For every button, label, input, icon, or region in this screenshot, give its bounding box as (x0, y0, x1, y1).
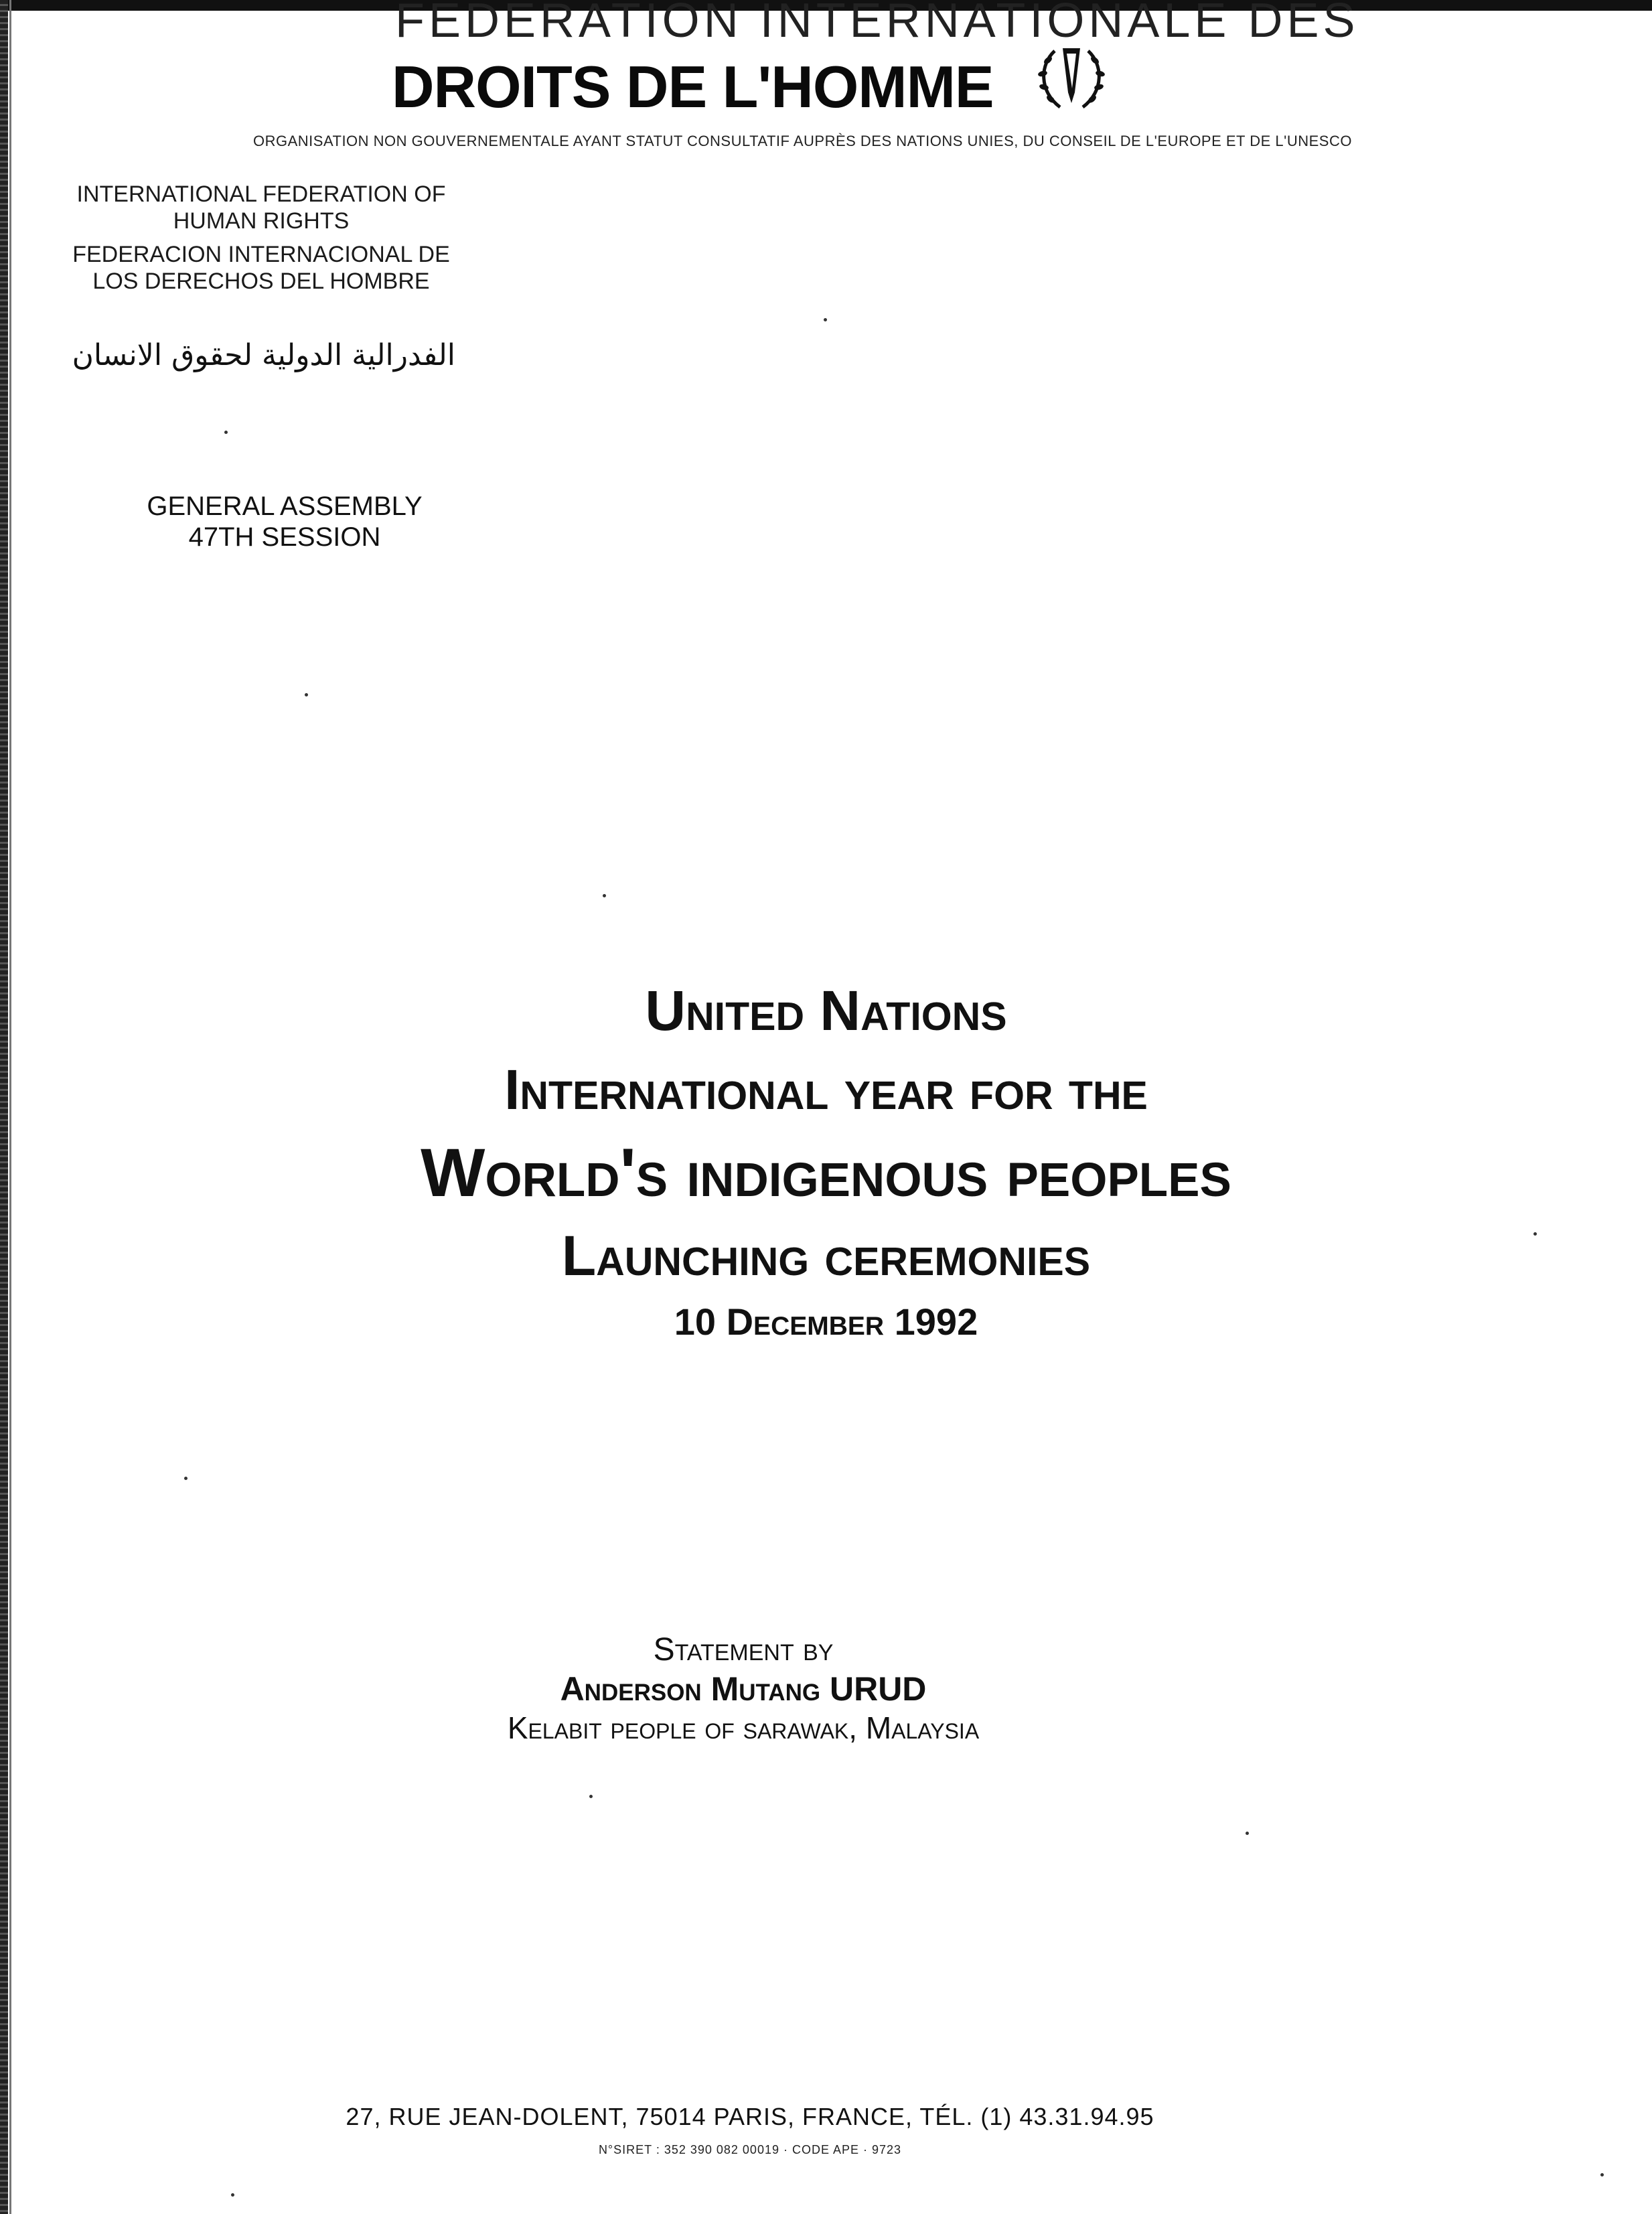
org-name-en-line1: INTERNATIONAL FEDERATION OF (76, 181, 446, 207)
title-line3: World's indigenous peoples (421, 1134, 1231, 1211)
scan-speck (305, 693, 308, 696)
org-alt-names (67, 181, 455, 295)
org-name-es-line2: LOS DERECHOS DEL HOMBRE (92, 269, 430, 294)
session-block (121, 491, 449, 552)
org-name-line1: FEDERATION INTERNATIONALE DES (395, 0, 1359, 48)
statement-label: Statement by (653, 1632, 834, 1668)
scan-speck (231, 2193, 234, 2197)
title-line2: International year for the (504, 1058, 1148, 1121)
title-line4: Launching ceremonies (561, 1224, 1091, 1287)
scan-speck (224, 431, 228, 434)
scan-speck (824, 318, 827, 321)
title-date: 10 December 1992 (674, 1301, 978, 1343)
scan-speck (603, 894, 606, 897)
org-name-line2: DROITS DE L'HOMME (392, 54, 994, 120)
statement-author: Anderson Mutang URUD (560, 1670, 927, 1708)
footer-address: 27, RUE JEAN-DOLENT, 75014 PARIS, FRANCE, TÉL. (1) 43.31.94.95 (346, 2103, 1154, 2130)
session-line2: 47TH SESSION (188, 522, 381, 552)
statement-affiliation: Kelabit people of sarawak, Malaysia (507, 1710, 980, 1745)
scan-speck (589, 1795, 593, 1798)
org-name-ar: الفدرالية الدولية لحقوق الانسان (72, 338, 455, 372)
title-line1: United Nations (645, 979, 1007, 1042)
org-status-line: ORGANISATION NON GOUVERNEMENTALE AYANT STATUT CONSULTATIF AUPRÈS DES NATIONS UNIES, DU CONSEIL DE L'EUROPE ET DE L'UNESCO (253, 133, 1352, 149)
session-line1: GENERAL ASSEMBLY (147, 492, 423, 521)
scan-speck (184, 1477, 187, 1480)
scan-speck (1246, 1832, 1249, 1835)
org-name-en-line2: HUMAN RIGHTS (173, 208, 350, 234)
laurel-wreath-emblem-icon (1028, 39, 1115, 119)
statement-block (0, 1631, 1487, 1747)
footer-registration: N°SIRET : 352 390 082 00019 · CODE APE · 9723 (598, 2143, 902, 2156)
org-name-es-line1: FEDERACION INTERNACIONAL DE (72, 242, 450, 267)
document-title (0, 971, 1652, 1349)
scan-speck (1600, 2173, 1604, 2176)
